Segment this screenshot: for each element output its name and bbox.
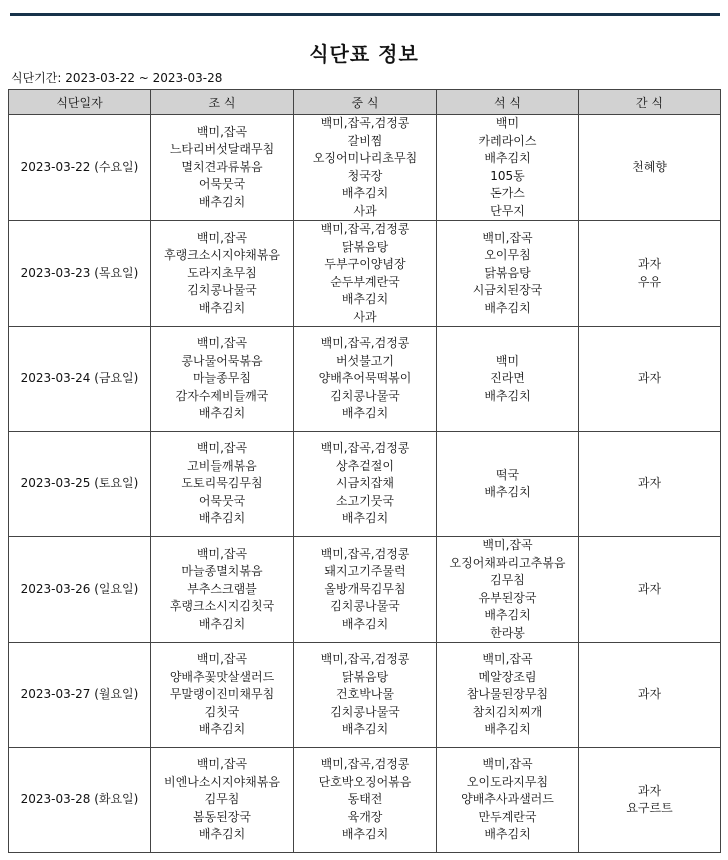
menu-item: 과자 — [637, 581, 662, 596]
menu-item: 육개장 — [347, 809, 383, 824]
menu-item: 과자 — [637, 783, 662, 798]
menu-item: 배추김치 — [198, 300, 246, 315]
menu-item: 만두계란국 — [478, 809, 537, 824]
snack-cell — [579, 221, 721, 327]
menu-item: 돼지고기주물럭 — [324, 564, 406, 579]
menu-item: 청국장 — [347, 168, 383, 183]
menu-item: 닭볶음탕 — [484, 265, 531, 280]
menu-item: 양배추사과샐러드 — [461, 792, 554, 807]
menu-item: 천혜향 — [632, 159, 667, 174]
menu-item: 마늘종무침 — [193, 371, 251, 386]
menu-item: 백미,잡곡 — [196, 124, 248, 139]
dinner-cell — [437, 327, 579, 432]
menu-item: 후랭크소시지김칫국 — [169, 599, 275, 614]
header-dinner: 석 식 — [437, 90, 579, 115]
lunch-cell — [294, 537, 437, 643]
menu-item: 느타리버섯달래무침 — [169, 142, 275, 157]
menu-item: 배추김치 — [341, 186, 389, 200]
menu-item: 배추김치 — [484, 608, 531, 622]
menu-item: 멸치견과류볶음 — [181, 159, 263, 174]
menu-item: 백미,잡곡 — [482, 652, 533, 667]
dinner-cell — [437, 643, 579, 748]
snack-cell — [579, 327, 721, 432]
table-row — [9, 221, 721, 327]
menu-item: 오징어미나리초무침 — [312, 151, 418, 165]
meal-date: 2023-03-22 (수요일) — [9, 115, 151, 221]
top-divider — [10, 13, 720, 16]
meal-date: 2023-03-26 (일요일) — [9, 537, 151, 643]
breakfast-cell — [151, 748, 294, 853]
menu-item: 참치김치찌개 — [472, 704, 543, 719]
menu-item: 어묵뭇국 — [198, 493, 246, 508]
menu-item: 참나물된장무침 — [466, 687, 549, 702]
table-row — [9, 115, 721, 221]
meal-date: 2023-03-24 (금요일) — [9, 327, 151, 432]
menu-item: 단무지 — [490, 203, 525, 218]
dinner-cell — [437, 748, 579, 853]
menu-item: 오이무침 — [484, 248, 531, 263]
menu-item: 도라지초무침 — [187, 265, 257, 280]
menu-item: 배추김치 — [198, 827, 246, 842]
menu-item: 백미,잡곡,검정콩 — [320, 652, 410, 667]
snack-cell — [579, 537, 721, 643]
lunch-cell — [294, 643, 437, 748]
menu-item: 백미,잡곡 — [482, 757, 533, 772]
menu-item: 배추김치 — [198, 194, 246, 209]
breakfast-cell — [151, 537, 294, 643]
menu-item: 백미,잡곡 — [196, 336, 248, 351]
menu-item: 동태전 — [347, 792, 383, 807]
menu-item: 무말랭이진미채무침 — [169, 687, 275, 702]
menu-item: 양배추어묵떡볶이 — [318, 371, 412, 386]
menu-item: 배추김치 — [198, 511, 246, 526]
menu-item: 요구르트 — [626, 801, 673, 815]
menu-item: 김치콩나물국 — [330, 388, 400, 403]
menu-item: 김치콩나물국 — [187, 283, 257, 298]
menu-item: 배추김치 — [484, 722, 531, 737]
menu-item: 돈가스 — [490, 186, 525, 200]
header-breakfast: 조 식 — [151, 90, 294, 115]
menu-item: 사과 — [353, 203, 377, 218]
meal-date: 2023-03-23 (목요일) — [9, 221, 151, 327]
menu-item: 배추김치 — [198, 722, 246, 737]
menu-item: 백미,잡곡,검정콩 — [320, 222, 410, 236]
menu-item: 백미,잡곡 — [196, 441, 248, 456]
table-row — [9, 537, 721, 643]
menu-item: 소고기뭇국 — [336, 493, 394, 508]
menu-item: 백미,잡곡 — [196, 546, 248, 561]
meal-date: 2023-03-25 (토요일) — [9, 432, 151, 537]
dinner-cell — [437, 115, 579, 221]
snack-cell — [579, 432, 721, 537]
menu-item: 배추김치 — [484, 485, 531, 499]
menu-item: 감자수제비들깨국 — [175, 388, 269, 403]
menu-item: 우유 — [637, 274, 662, 289]
menu-item: 콩나물어묵볶음 — [181, 353, 263, 368]
menu-item: 상추겉절이 — [336, 458, 394, 473]
menu-item: 김무침 — [204, 792, 240, 807]
header-date: 식단일자 — [9, 90, 151, 115]
menu-item: 배추김치 — [484, 300, 531, 315]
menu-item: 닭볶음탕 — [341, 239, 389, 254]
menu-item: 105동 — [490, 168, 525, 183]
menu-item: 올방개묵김무침 — [324, 581, 406, 596]
menu-item: 배추김치 — [484, 151, 531, 165]
dinner-cell — [437, 537, 579, 643]
menu-item: 닭볶음탕 — [341, 669, 389, 684]
table-row — [9, 327, 721, 432]
menu-item: 과자 — [637, 257, 662, 271]
menu-item: 김칫국 — [204, 704, 240, 719]
breakfast-cell — [151, 115, 294, 221]
menu-item: 배추김치 — [341, 722, 389, 737]
menu-item: 배추김치 — [341, 616, 389, 631]
menu-item: 양배추꽃맛살샐러드 — [169, 669, 275, 684]
menu-item: 떡국 — [495, 467, 520, 482]
menu-item: 백미,잡곡,검정콩 — [320, 546, 410, 561]
menu-item: 백미,잡곡,검정콩 — [320, 757, 410, 772]
menu-item: 배추김치 — [484, 827, 531, 842]
menu-item: 배추김치 — [341, 292, 389, 306]
lunch-cell — [294, 327, 437, 432]
menu-item: 메알장조림 — [478, 669, 537, 684]
meal-table — [8, 89, 721, 853]
menu-item: 백미,잡곡,검정콩 — [320, 441, 410, 456]
menu-item: 오징어채꽈리고추볶음 — [449, 555, 566, 570]
menu-item: 배추김치 — [341, 406, 389, 421]
menu-item: 버섯불고기 — [336, 353, 394, 368]
meal-date: 2023-03-28 (화요일) — [9, 748, 151, 853]
menu-item: 어묵뭇국 — [198, 177, 246, 192]
snack-cell — [579, 115, 721, 221]
meal-date: 2023-03-27 (월요일) — [9, 643, 151, 748]
menu-item: 김치콩나물국 — [330, 599, 400, 614]
menu-item: 비엔나소시지야채볶음 — [164, 774, 280, 789]
lunch-cell — [294, 115, 437, 221]
menu-item: 백미,잡곡 — [196, 230, 248, 245]
menu-item: 백미,잡곡,검정콩 — [320, 116, 410, 130]
header-lunch: 중 식 — [294, 90, 437, 115]
menu-item: 한라봉 — [490, 625, 525, 640]
menu-item: 배추김치 — [198, 616, 246, 631]
table-row — [9, 432, 721, 537]
menu-item: 백미,잡곡 — [482, 230, 533, 245]
menu-item: 사과 — [353, 309, 377, 324]
menu-item: 시금치된장국 — [472, 283, 543, 298]
menu-item: 백미 — [495, 116, 520, 130]
menu-item: 배추김치 — [484, 388, 531, 403]
table-row — [9, 748, 721, 853]
snack-cell — [579, 643, 721, 748]
menu-item: 과자 — [637, 687, 662, 702]
lunch-cell — [294, 221, 437, 327]
header-snack: 간 식 — [579, 90, 721, 115]
menu-item: 백미 — [495, 353, 520, 368]
menu-item: 마늘종멸치볶음 — [181, 564, 263, 579]
breakfast-cell — [151, 432, 294, 537]
dinner-cell — [437, 221, 579, 327]
menu-item: 두부구이양념장 — [324, 257, 406, 271]
menu-item: 진라면 — [490, 371, 525, 386]
lunch-cell — [294, 432, 437, 537]
menu-item: 카레라이스 — [478, 133, 537, 148]
menu-item: 시금치잡채 — [336, 476, 394, 491]
menu-item: 김무침 — [490, 573, 525, 587]
menu-item: 백미,잡곡 — [196, 652, 248, 667]
page-title: 식단표 정보 — [309, 42, 419, 66]
breakfast-cell — [151, 327, 294, 432]
menu-item: 백미,잡곡 — [196, 757, 248, 772]
lunch-cell — [294, 748, 437, 853]
table-row — [9, 643, 721, 748]
menu-item: 배추김치 — [198, 406, 246, 421]
menu-item: 오이도라지무침 — [466, 774, 549, 789]
menu-item: 과자 — [637, 476, 662, 491]
menu-item: 유부된장국 — [478, 590, 537, 605]
menu-item: 봄동된장국 — [193, 809, 251, 824]
dinner-cell — [437, 432, 579, 537]
menu-item: 단호박오징어볶음 — [318, 774, 412, 789]
menu-item: 순두부계란국 — [330, 274, 400, 289]
breakfast-cell — [151, 643, 294, 748]
menu-item: 과자 — [637, 371, 662, 386]
menu-item: 고비들깨볶음 — [187, 458, 257, 473]
menu-item: 백미,잡곡 — [482, 538, 533, 552]
menu-item: 백미,잡곡,검정콩 — [320, 336, 410, 351]
snack-cell — [579, 748, 721, 853]
menu-item: 부추스크램블 — [187, 581, 257, 596]
breakfast-cell — [151, 221, 294, 327]
menu-item: 건호박나물 — [336, 687, 394, 702]
menu-item: 김치콩나물국 — [330, 704, 400, 719]
table-header-row — [9, 90, 721, 115]
menu-item: 배추김치 — [341, 827, 389, 842]
menu-item: 배추김치 — [341, 511, 389, 526]
menu-item: 도토리묵김무침 — [181, 476, 263, 491]
menu-item: 갈비찜 — [347, 133, 383, 148]
menu-item: 후랭크소시지야채볶음 — [164, 248, 280, 263]
meal-period: 식단기간: 2023-03-22 ~ 2023-03-28 — [11, 71, 223, 85]
